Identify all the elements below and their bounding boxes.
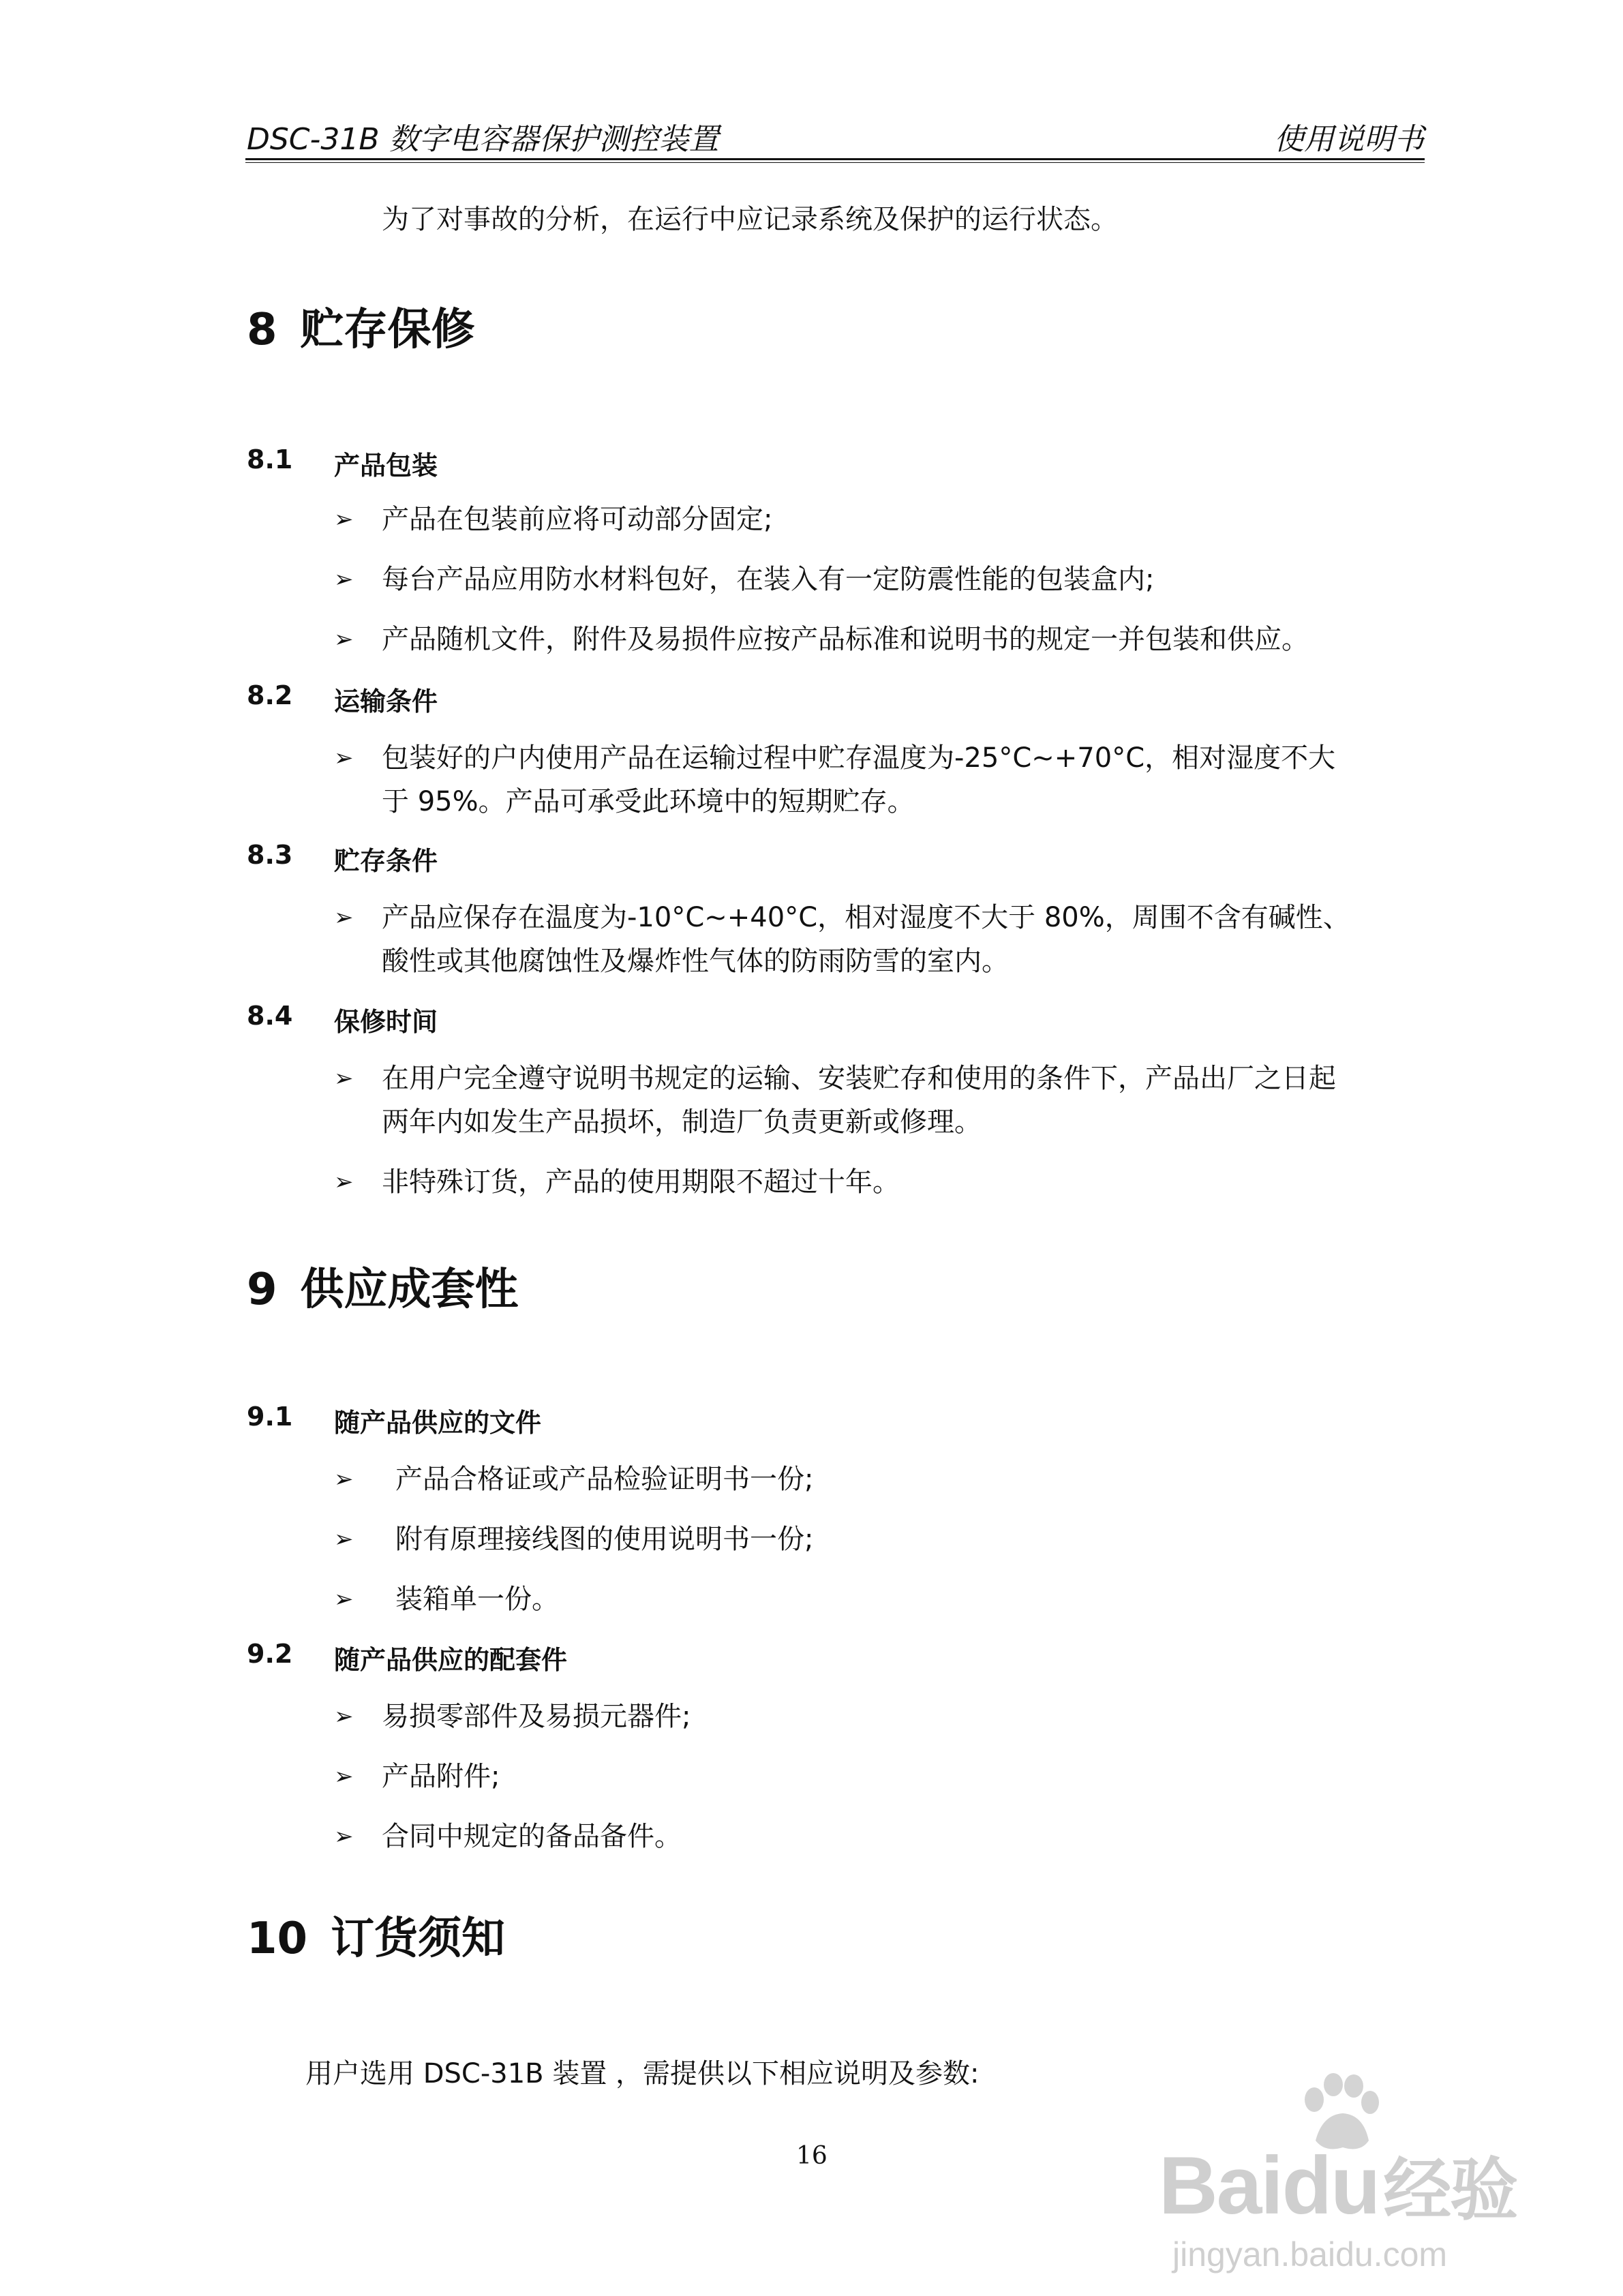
bullet-arrow-icon: ➢ <box>334 626 354 653</box>
list-item-text: 在用户完全遵守说明书规定的运输、安装贮存和使用的条件下，产品出厂之日起 <box>382 1063 1336 1094</box>
chapter-title: 贮存保修 <box>300 305 475 355</box>
list-item-text: 易损零部件及易损元器件; <box>382 1701 691 1732</box>
watermark-brand-suffix: 经验 <box>1383 2152 1517 2229</box>
baidu-watermark <box>1159 2072 1581 2277</box>
section-title: 产品包装 <box>334 451 438 481</box>
list-item-text: 产品应保存在温度为-10°C~+40°C，相对湿度不大于 80%，周围不含有碱性、 <box>382 902 1350 933</box>
list-item <box>334 498 1425 541</box>
section-8-1-heading <box>247 444 656 479</box>
section-8-4-heading <box>247 1001 656 1035</box>
list-item-text-continued: 酸性或其他腐蚀性及爆炸性气体的防雨防雪的室内。 <box>382 946 1009 977</box>
chapter-title: 供应成套性 <box>300 1265 519 1315</box>
header-rule-thin <box>245 162 1425 163</box>
list-item <box>334 896 1425 983</box>
bullet-arrow-icon: ➢ <box>334 1703 354 1730</box>
list-item-text: 包装好的户内使用产品在运输过程中贮存温度为-25°C~+70°C，相对湿度不大 <box>382 742 1336 774</box>
bullet-arrow-icon: ➢ <box>334 566 354 593</box>
list-item <box>334 558 1425 601</box>
section-number: 8.1 <box>247 444 293 474</box>
list-item <box>334 618 1425 661</box>
section-number: 9.1 <box>247 1402 293 1432</box>
chapter-8-heading <box>247 294 475 357</box>
ordering-intro-text: 用户选用 DSC-31B 装置 ，需提供以下相应说明及参数: <box>305 2058 980 2089</box>
list-item-text: 附有原理接线图的使用说明书一份; <box>395 1524 814 1555</box>
list-item <box>334 1695 1425 1738</box>
bullet-arrow-icon: ➢ <box>334 744 354 772</box>
header-rule <box>245 158 1425 160</box>
section-title: 随产品供应的配套件 <box>334 1645 568 1675</box>
bullet-arrow-icon: ➢ <box>334 1065 354 1092</box>
section-9-2-heading <box>247 1639 792 1673</box>
list-item-text: 每台产品应用防水材料包好，在装入有一定防震性能的包装盒内; <box>382 564 1155 595</box>
list-item-text: 产品附件; <box>382 1761 500 1792</box>
section-number: 8.4 <box>247 1001 293 1031</box>
list-item-text: 装箱单一份。 <box>395 1584 559 1615</box>
section-title: 贮存条件 <box>334 846 438 876</box>
header-title: DSC-31B 数字电容器保护测控装置 <box>247 122 719 157</box>
bullet-arrow-icon: ➢ <box>334 1168 354 1196</box>
section-number: 8.3 <box>247 840 293 870</box>
section-8-3-heading <box>247 840 656 874</box>
watermark-url: jingyan.baidu.com <box>1172 2235 1448 2274</box>
section-title: 随产品供应的文件 <box>334 1408 542 1438</box>
bullet-arrow-icon: ➢ <box>334 904 354 931</box>
bullet-arrow-icon: ➢ <box>334 1763 354 1790</box>
intro-paragraph: 为了对事故的分析，在运行中应记录系统及保护的运行状态。 <box>382 204 1118 235</box>
list-item-text: 合同中规定的备品备件。 <box>382 1821 682 1852</box>
list-item-text: 产品在包装前应将可动部分固定; <box>382 504 773 535</box>
section-title: 运输条件 <box>334 686 438 716</box>
header-doc-type: 使用说明书 <box>1274 122 1424 157</box>
chapter-number: 10 <box>247 1914 308 1964</box>
bullet-arrow-icon: ➢ <box>334 1526 354 1553</box>
list-item-text: 产品随机文件，附件及易损件应按产品标准和说明书的规定一并包装和供应。 <box>382 624 1309 655</box>
section-number: 8.2 <box>247 680 293 710</box>
list-item <box>334 1815 1425 1858</box>
list-item <box>334 1577 1425 1621</box>
section-number: 9.2 <box>247 1639 293 1669</box>
watermark-brand <box>1159 2135 1517 2233</box>
list-item-text-continued: 两年内如发生产品损坏，制造厂负责更新或修理。 <box>382 1106 982 1138</box>
list-item <box>334 1457 1425 1501</box>
list-item-text-continued: 于 95%。产品可承受此环境中的短期贮存。 <box>382 786 915 817</box>
list-item <box>334 736 1425 824</box>
watermark-brand-name: Baidu <box>1159 2140 1380 2231</box>
bullet-arrow-icon: ➢ <box>334 1823 354 1850</box>
list-item <box>334 1755 1425 1798</box>
chapter-number: 8 <box>247 305 277 355</box>
list-item <box>334 1057 1425 1144</box>
bullet-arrow-icon: ➢ <box>334 1586 354 1613</box>
list-item <box>334 1160 1425 1204</box>
bullet-arrow-icon: ➢ <box>334 506 354 533</box>
section-8-2-heading <box>247 680 656 714</box>
chapter-number: 9 <box>247 1265 277 1315</box>
list-item <box>334 1517 1425 1561</box>
list-item-text: 非特殊订货，产品的使用期限不超过十年。 <box>382 1166 900 1198</box>
chapter-title: 订货须知 <box>331 1914 506 1964</box>
bullet-arrow-icon: ➢ <box>334 1466 354 1493</box>
list-item-text: 产品合格证或产品检验证明书一份; <box>395 1464 814 1495</box>
chapter-10-heading <box>247 1903 505 1966</box>
chapter-9-heading <box>247 1254 519 1317</box>
section-title: 保修时间 <box>334 1007 438 1037</box>
page-number: 16 <box>796 2142 828 2170</box>
section-9-1-heading <box>247 1402 792 1436</box>
